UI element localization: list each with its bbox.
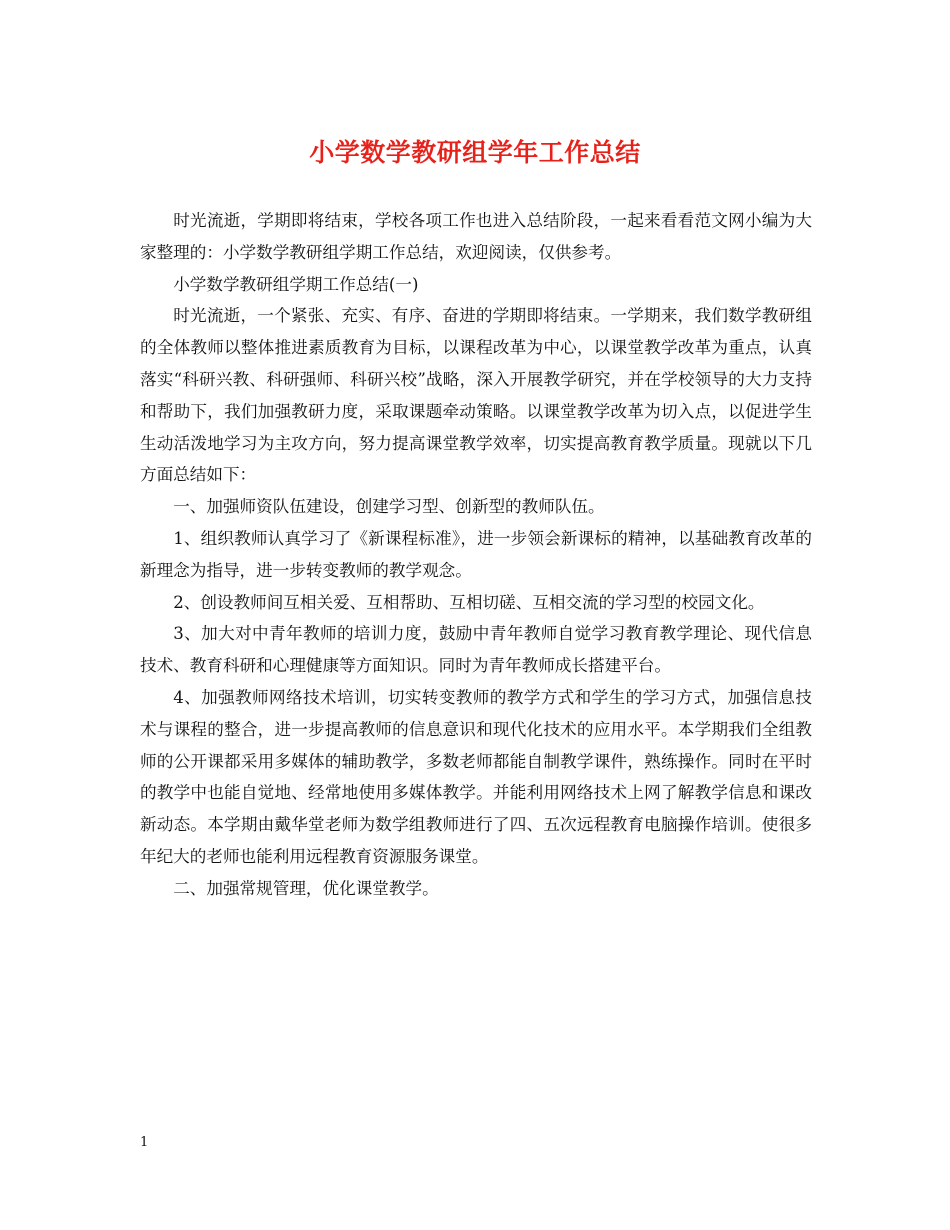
- paragraph-heading-two: 二、加强常规管理，优化课堂教学。: [173, 878, 439, 898]
- paragraph-heading-one: 一、加强师资队伍建设，创建学习型、创新型的教师队伍。: [173, 497, 605, 517]
- document-body: [140, 205, 812, 905]
- paragraph-item-1: 1、组织教师认真学习了《新课程标准》，进一步领会新课标的精神，以基础教育改革的新理念为指导，进一步转变教师的教学观念。: [140, 528, 812, 580]
- paragraph-overview: 时光流逝，一个紧张、充实、有序、奋进的学期即将结束。一学期来，我们数学教研组的全体教师以整体推进素质教育为目标，以课程改革为中心，以课堂教学改革为重点，认真落实“科研兴教、科研强师、科研兴校”战略，深入开展教学研究，并在学校领导的大力支持和帮助下，我们加强教研力度，采取课题牵动策略。以课堂教学改革为切入点，以促进学生生动活泼地学习为主攻方向，努力提高课堂教学效率，切实提高教育教学质量。现就以下几方面总结如下：: [140, 306, 812, 485]
- paragraph-item-4: 4、加强教师网络技术培训，切实转变教师的教学方式和学生的学习方式，加强信息技术与课程的整合，进一步提高教师的信息意识和现代化技术的应用水平。本学期我们全组教师的公开课都采用多媒体的辅助教学，多数老师都能自制教学课件，熟练操作。同时在平时的教学中也能自觉地、经常地使用多媒体教学。并能利用网络技术上网了解教学信息和课改新动态。本学期由戴华堂老师为数学组教师进行了四、五次远程教育电脑操作培训。使很多年纪大的老师也能利用远程教育资源服务课堂。: [140, 687, 812, 866]
- paragraph-section-heading: 小学数学教研组学期工作总结(一): [173, 274, 419, 294]
- paragraph-intro: 时光流逝，学期即将结束，学校各项工作也进入总结阶段，一起来看看范文网小编为大家整理的：小学数学教研组学期工作总结，欢迎阅读，仅供参考。: [140, 211, 812, 262]
- page-number: 1: [140, 1135, 149, 1150]
- paragraph-item-2: 2、创设教师间互相关爱、互相帮助、互相切磋、互相交流的学习型的校园文化。: [173, 592, 765, 612]
- paragraph-item-3: 3、加大对中青年教师的培训力度，鼓励中青年教师自觉学习教育教学理论、现代信息技术、教育科研和心理健康等方面知识。同时为青年教师成长搭建平台。: [140, 624, 812, 676]
- document-title: 小学数学教研组学年工作总结: [309, 138, 641, 167]
